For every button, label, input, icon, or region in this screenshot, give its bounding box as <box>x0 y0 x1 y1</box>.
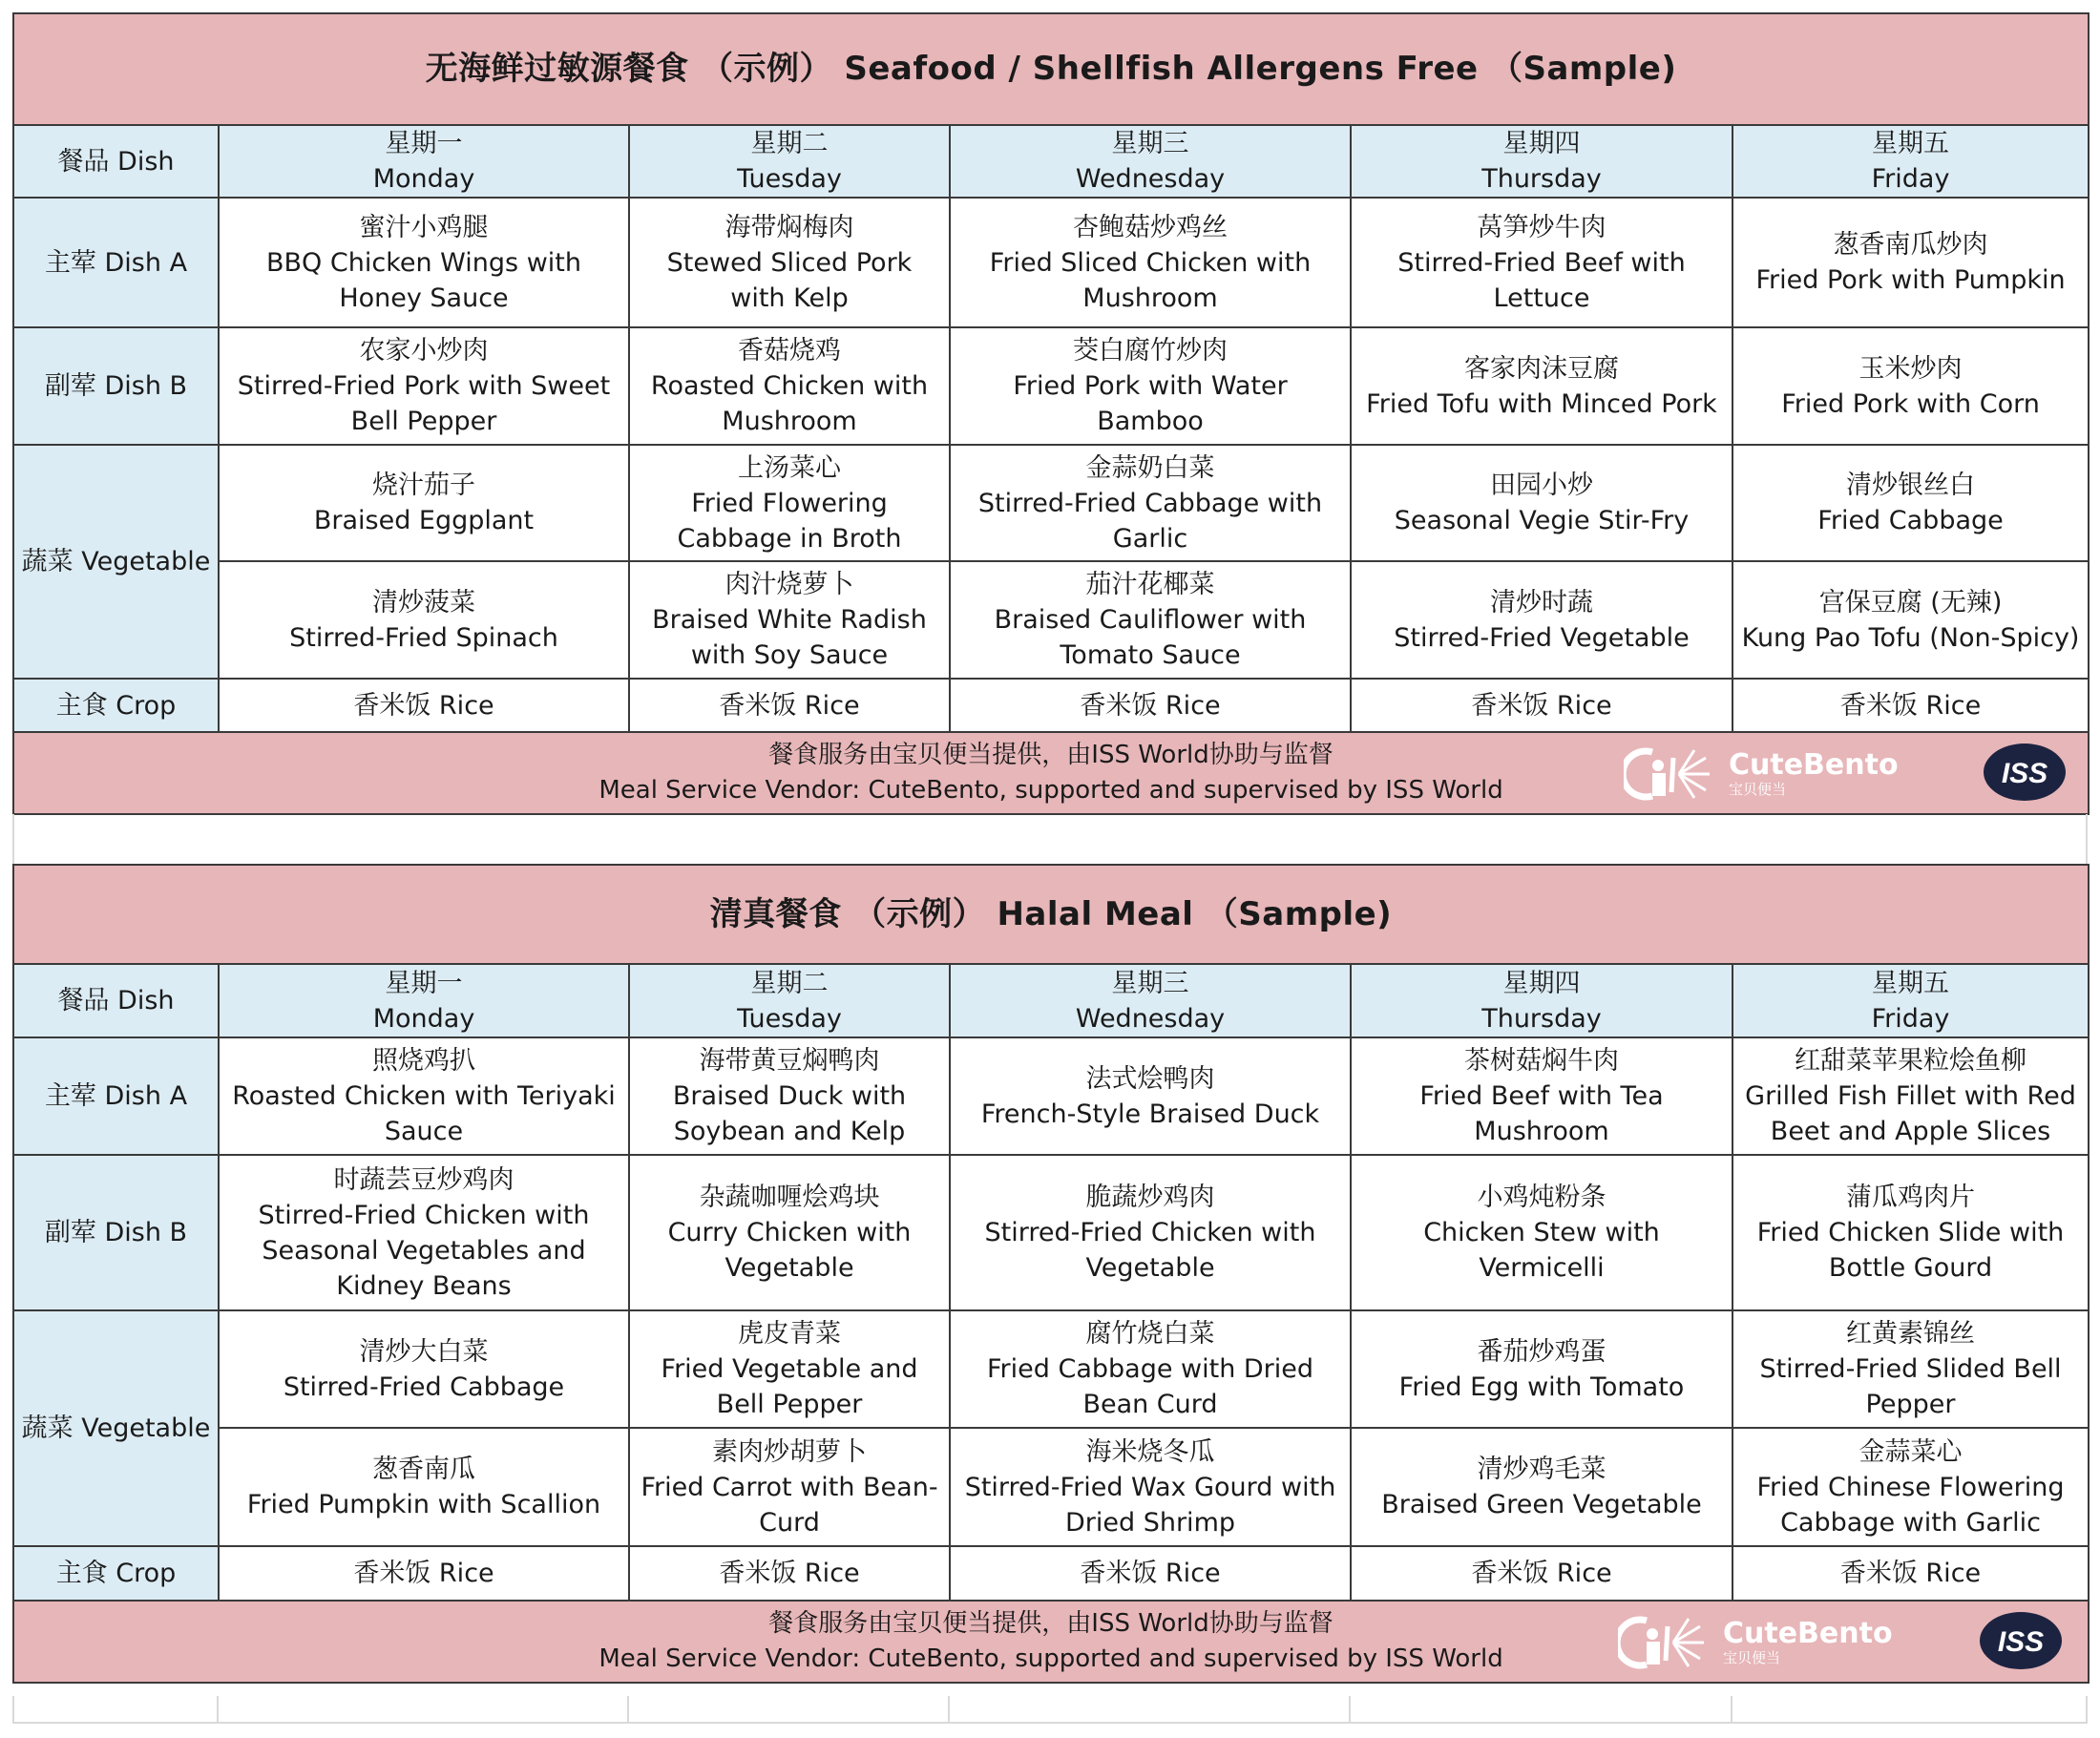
menu-cell: 小鸡炖粉条 Chicken Stew with Vermicelli <box>1351 1155 1732 1310</box>
menu-table-halal <box>12 864 2088 1684</box>
cutebento-subtitle: 宝贝便当 <box>1729 781 1787 798</box>
day-header-tuesday: 星期二 Tuesday <box>629 125 950 198</box>
menu-cell: 宫保豆腐 (无辣) Kung Pao Tofu (Non-Spicy) <box>1732 561 2089 679</box>
row-label-vegetable: 蔬菜 Vegetable <box>13 445 219 679</box>
header-row <box>13 964 2089 1037</box>
cutebento-logo <box>1624 744 1899 804</box>
menu-cell: 海米烧冬瓜 Stirred-Fried Wax Gourd with Dried Shrimp <box>950 1428 1351 1546</box>
menu-cell: 农家小炒肉 Stirred-Fried Pork with Sweet Bell Pepper <box>219 327 629 445</box>
footer-bar <box>13 1601 2089 1683</box>
menu-cell: 清炒银丝白 Fried Cabbage <box>1732 445 2089 561</box>
menu-cell: 烧汁茄子 Braised Eggplant <box>219 445 629 561</box>
iss-logo-icon <box>1979 1611 2063 1670</box>
cutebento-name: CuteBento <box>1729 748 1899 782</box>
cutebento-name: CuteBento <box>1723 1617 1893 1650</box>
row-label-dish-a: 主荤 Dish A <box>13 198 219 327</box>
menu-cell: 海带焖梅肉 Stewed Sliced Pork with Kelp <box>629 198 950 327</box>
menu-cell: 上汤菜心 Fried Flowering Cabbage in Broth <box>629 445 950 561</box>
menu-cell: 莴笋炒牛肉 Stirred-Fried Beef with Lettuce <box>1351 198 1732 327</box>
day-header-monday: 星期一 Monday <box>219 964 629 1037</box>
dish-label-header: 餐品 Dish <box>13 964 219 1037</box>
menu-cell: 清炒时蔬 Stirred-Fried Vegetable <box>1351 561 1732 679</box>
menu-cell: 玉米炒肉 Fried Pork with Corn <box>1732 327 2089 445</box>
footer-text-cn: 餐食服务由宝贝便当提供，由ISS World协助与监督 <box>768 1609 1334 1638</box>
menu-cell: 素肉炒胡萝卜 Fried Carrot with Bean-Curd <box>629 1428 950 1546</box>
menu-cell: 葱香南瓜炒肉 Fried Pork with Pumpkin <box>1732 198 2089 327</box>
dish-label-header: 餐品 Dish <box>13 125 219 198</box>
menu-cell: 香菇烧鸡 Roasted Chicken with Mushroom <box>629 327 950 445</box>
cutebento-subtitle: 宝贝便当 <box>1723 1649 1781 1666</box>
row-label-dish-b: 副荤 Dish B <box>13 327 219 445</box>
menu-cell: 杂蔬咖喱烩鸡块 Curry Chicken with Vegetable <box>629 1155 950 1310</box>
footer-bar <box>13 732 2089 814</box>
header-row <box>13 125 2089 198</box>
menu-cell: 红甜菜苹果粒烩鱼柳 Grilled Fish Fillet with Red Beet and Apple Slices <box>1732 1037 2089 1155</box>
menu-cell: 清炒鸡毛菜 Braised Green Vegetable <box>1351 1428 1732 1546</box>
svg-text:ISS: ISS <box>2001 758 2048 789</box>
table-row <box>13 1037 2089 1155</box>
menu-cell: 海带黄豆焖鸭肉 Braised Duck with Soybean and Kelp <box>629 1037 950 1155</box>
table-row <box>13 1546 2089 1601</box>
menu-cell: 蜜汁小鸡腿 BBQ Chicken Wings with Honey Sauce <box>219 198 629 327</box>
menu-cell: 香米饭 Rice <box>950 679 1351 732</box>
table-row <box>13 561 2089 679</box>
menu-cell: 脆蔬炒鸡肉 Stirred-Fried Chicken with Vegetable <box>950 1155 1351 1310</box>
menu-cell: 香米饭 Rice <box>629 679 950 732</box>
day-header-wednesday: 星期三 Wednesday <box>950 125 1351 198</box>
menu-cell: 蒲瓜鸡肉片 Fried Chicken Slide with Bottle Gourd <box>1732 1155 2089 1310</box>
menu-cell: 香米饭 Rice <box>1732 679 2089 732</box>
menu-cell: 时蔬芸豆炒鸡肉 Stirred-Fried Chicken with Seasonal Vegetables and Kidney Beans <box>219 1155 629 1310</box>
menu-cell: 清炒菠菜 Stirred-Fried Spinach <box>219 561 629 679</box>
menu-cell: 香米饭 Rice <box>1732 1546 2089 1601</box>
day-header-tuesday: 星期二 Tuesday <box>629 964 950 1037</box>
menu-cell: 香米饭 Rice <box>629 1546 950 1601</box>
menu-cell: 法式烩鸭肉 French-Style Braised Duck <box>950 1037 1351 1155</box>
table-row <box>13 198 2089 327</box>
row-label-crop: 主食 Crop <box>13 679 219 732</box>
footer-text-en: Meal Service Vendor: CuteBento, supported and supervised by ISS World <box>598 776 1503 805</box>
table-row <box>13 1310 2089 1428</box>
footer-text-en: Meal Service Vendor: CuteBento, supported and supervised by ISS World <box>598 1644 1503 1673</box>
row-label-crop: 主食 Crop <box>13 1546 219 1601</box>
day-header-monday: 星期一 Monday <box>219 125 629 198</box>
menu-cell: 香米饭 Rice <box>219 1546 629 1601</box>
cutebento-mark-icon <box>1618 1613 1710 1672</box>
menu-cell: 香米饭 Rice <box>1351 1546 1732 1601</box>
menu-cell: 茄汁花椰菜 Braised Cauliflower with Tomato Sauce <box>950 561 1351 679</box>
cutebento-mark-icon <box>1624 744 1715 804</box>
day-header-thursday: 星期四 Thursday <box>1351 964 1732 1037</box>
menu-title: 无海鲜过敏源餐食 （示例） Seafood / Shellfish Allergens Free （Sample) <box>13 13 2089 125</box>
bottom-gridlines <box>12 1696 2088 1725</box>
iss-logo-icon <box>1983 743 2067 802</box>
table-row <box>13 1155 2089 1310</box>
menu-table-seafood-free <box>12 12 2088 815</box>
menu-cell: 照烧鸡扒 Roasted Chicken with Teriyaki Sauce <box>219 1037 629 1155</box>
menu-grid <box>12 864 2090 1684</box>
menu-cell: 清炒大白菜 Stirred-Fried Cabbage <box>219 1310 629 1428</box>
menu-cell: 虎皮青菜 Fried Vegetable and Bell Pepper <box>629 1310 950 1428</box>
menu-cell: 茭白腐竹炒肉 Fried Pork with Water Bamboo <box>950 327 1351 445</box>
row-label-dish-b: 副荤 Dish B <box>13 1155 219 1310</box>
menu-cell: 茶树菇焖牛肉 Fried Beef with Tea Mushroom <box>1351 1037 1732 1155</box>
footer-text-cn: 餐食服务由宝贝便当提供，由ISS World协助与监督 <box>768 741 1334 769</box>
menu-cell: 肉汁烧萝卜 Braised White Radish with Soy Sauce <box>629 561 950 679</box>
menu-cell: 杏鲍菇炒鸡丝 Fried Sliced Chicken with Mushroom <box>950 198 1351 327</box>
menu-title: 清真餐食 （示例） Halal Meal （Sample) <box>13 865 2089 964</box>
menu-cell: 葱香南瓜 Fried Pumpkin with Scallion <box>219 1428 629 1546</box>
menu-cell: 香米饭 Rice <box>950 1546 1351 1601</box>
day-header-wednesday: 星期三 Wednesday <box>950 964 1351 1037</box>
menu-cell: 金蒜奶白菜 Stirred-Fried Cabbage with Garlic <box>950 445 1351 561</box>
cutebento-logo <box>1618 1613 1893 1672</box>
row-label-vegetable: 蔬菜 Vegetable <box>13 1310 219 1546</box>
menu-cell: 番茄炒鸡蛋 Fried Egg with Tomato <box>1351 1310 1732 1428</box>
menu-grid <box>12 12 2090 815</box>
table-row <box>13 1428 2089 1546</box>
menu-cell: 客家肉沫豆腐 Fried Tofu with Minced Pork <box>1351 327 1732 445</box>
menu-cell: 金蒜菜心 Fried Chinese Flowering Cabbage with Garlic <box>1732 1428 2089 1546</box>
menu-cell: 腐竹烧白菜 Fried Cabbage with Dried Bean Curd <box>950 1310 1351 1428</box>
day-header-friday: 星期五 Friday <box>1732 125 2089 198</box>
row-label-dish-a: 主荤 Dish A <box>13 1037 219 1155</box>
menu-cell: 香米饭 Rice <box>1351 679 1732 732</box>
day-header-friday: 星期五 Friday <box>1732 964 2089 1037</box>
gap-gridlines <box>12 814 2088 864</box>
menu-cell: 红黄素锦丝 Stirred-Fried Slided Bell Pepper <box>1732 1310 2089 1428</box>
table-row <box>13 679 2089 732</box>
svg-text:ISS: ISS <box>1997 1626 2045 1658</box>
table-row <box>13 445 2089 561</box>
menu-cell: 香米饭 Rice <box>219 679 629 732</box>
table-row <box>13 327 2089 445</box>
day-header-thursday: 星期四 Thursday <box>1351 125 1732 198</box>
menu-cell: 田园小炒 Seasonal Vegie Stir-Fry <box>1351 445 1732 561</box>
